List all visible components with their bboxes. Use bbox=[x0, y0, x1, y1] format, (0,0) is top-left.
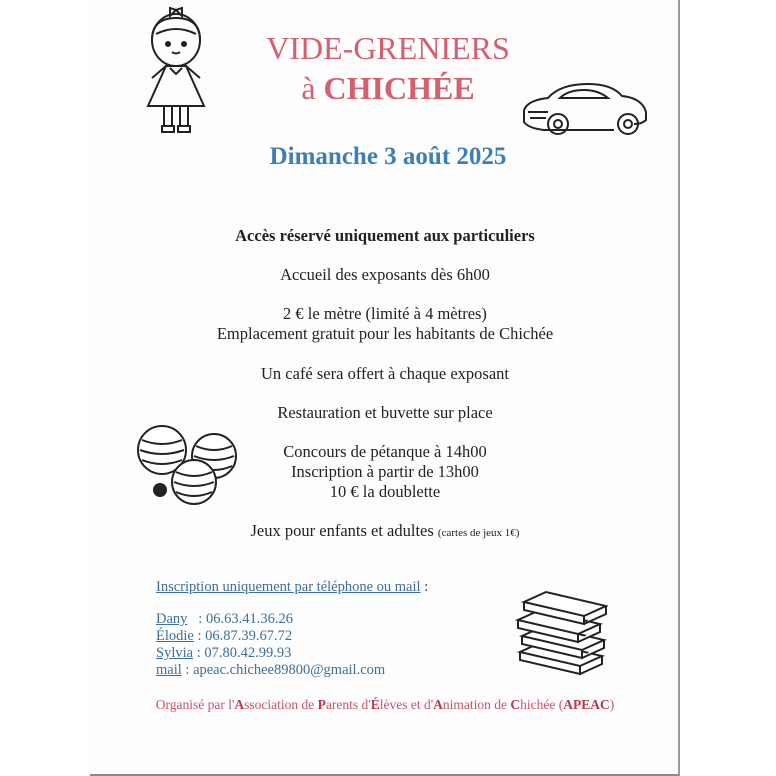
organizer-text: nimation de bbox=[442, 697, 511, 712]
event-date: Dimanche 3 août 2025 bbox=[269, 143, 507, 170]
organizer-line bbox=[0, 697, 770, 713]
contact-email[interactable]: apeac.chichee89800@gmail.com bbox=[193, 662, 386, 678]
contact-phone[interactable]: 07.80.42.99.93 bbox=[204, 645, 292, 661]
contact-mail bbox=[156, 662, 385, 679]
heading-suffix: : bbox=[420, 579, 429, 595]
contact-sep: : bbox=[181, 662, 194, 678]
contact-sylvia bbox=[156, 645, 291, 662]
free-spot-info: Emplacement gratuit pour les habitants de Chichée bbox=[216, 324, 554, 343]
contact-name: Dany bbox=[156, 611, 188, 627]
contact-sep: : bbox=[187, 611, 206, 627]
books-illustration bbox=[514, 590, 608, 680]
organizer-initial: É bbox=[370, 697, 380, 712]
organizer-initial: A bbox=[433, 697, 443, 712]
contact-name: mail bbox=[156, 662, 182, 678]
event-location bbox=[0, 70, 776, 107]
organizer-text: hichée ( bbox=[520, 697, 564, 712]
games-text: Jeux pour enfants et adultes bbox=[250, 521, 434, 540]
petanque-balls-illustration bbox=[134, 422, 242, 508]
organizer-text: arents d' bbox=[325, 697, 371, 712]
organizer-text: lèves et d' bbox=[379, 697, 434, 712]
contact-phone[interactable]: 06.63.41.36.26 bbox=[205, 611, 293, 627]
contact-phone[interactable]: 06.87.39.67.72 bbox=[205, 628, 293, 644]
contact-sep: : bbox=[193, 628, 206, 644]
location-name: CHICHÉE bbox=[323, 70, 475, 106]
contact-elodie bbox=[156, 628, 292, 645]
organizer-text: ) bbox=[609, 697, 615, 712]
food-info: Restauration et buvette sur place bbox=[277, 403, 493, 422]
contact-dany bbox=[156, 611, 293, 628]
location-prefix: à bbox=[301, 70, 316, 106]
games-note: (cartes de jeux 1€) bbox=[437, 527, 520, 539]
organizer-initial: C bbox=[510, 697, 521, 712]
organizer-acronym: APEAC bbox=[563, 697, 610, 712]
welcome-info: Accueil des exposants dès 6h00 bbox=[280, 265, 490, 284]
contact-name: Sylvia bbox=[156, 645, 194, 661]
registration-heading-text: Inscription uniquement par téléphone ou mail bbox=[156, 579, 421, 595]
access-info: Accès réservé uniquement aux particuliers bbox=[235, 226, 535, 245]
games-info bbox=[0, 521, 770, 541]
petanque-info: Concours de pétanque à 14h00 bbox=[283, 442, 487, 461]
registration-time-info: Inscription à partir de 13h00 bbox=[291, 462, 479, 481]
doublette-info: 10 € la doublette bbox=[329, 482, 441, 501]
contact-name: Élodie bbox=[156, 628, 194, 644]
event-title: VIDE-GRENIERS bbox=[266, 30, 510, 66]
organizer-initial: P bbox=[317, 697, 326, 712]
organizer-text: ssociation de bbox=[244, 697, 318, 712]
organizer-initial: A bbox=[234, 697, 245, 712]
organizer-text: Organisé par l' bbox=[155, 697, 235, 712]
contact-sep: : bbox=[193, 645, 205, 661]
coffee-info: Un café sera offert à chaque exposant bbox=[261, 364, 509, 383]
registration-heading bbox=[156, 579, 428, 596]
price-info: 2 € le mètre (limité à 4 mètres) bbox=[283, 304, 487, 323]
